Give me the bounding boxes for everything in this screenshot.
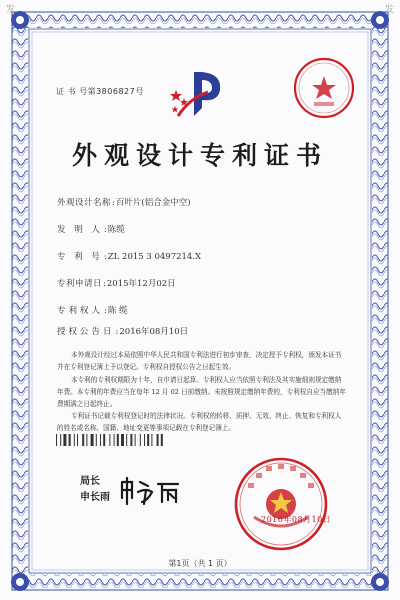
field-separator: : (103, 225, 107, 235)
page-letter-left: 发 (6, 5, 16, 15)
field-label: 专利申请日 (57, 279, 103, 289)
field-designer (57, 223, 125, 235)
field-filing-date (57, 277, 176, 289)
field-value: 2016年08月10日 (119, 327, 189, 337)
body-paragraph: 本外观设计经过本局依照中华人民共和国专利法进行初步审查，决定授予专利权，颁发本证书并在专利登记簿上予以登记。专利权自授权公告之日起生效。 (57, 351, 342, 371)
field-separator: : (112, 198, 115, 208)
field-label: 外观设计名称 (57, 198, 112, 208)
field-separator: : (104, 306, 107, 316)
handwritten-signature (118, 476, 182, 506)
field-value: 陈缆 (107, 225, 125, 235)
field-label: 授权公告日 (57, 327, 115, 337)
field-separator: : (103, 279, 106, 289)
field-grant-date (57, 325, 188, 337)
barcode (56, 434, 206, 446)
signatory-title: 局长 (80, 476, 100, 487)
field-label: 专利权人 (57, 306, 104, 316)
seal-date: 2016年08月10日 (261, 515, 332, 524)
body-paragraph: 专利证书记载专利权登记时的法律状况。专利权的转移、质押、无效、终止、恢复和专利权人的姓名或名称、国籍、地址变更等事项记载在专利登记簿上。 (57, 412, 342, 432)
field-value: 2015年12月02日 (106, 279, 176, 289)
field-label: 发 明 人 (57, 225, 103, 235)
patent-office-emblem-icon (168, 64, 226, 122)
field-value: ZL 2015 3 0497214.X (107, 252, 202, 262)
signatory-name: 申长雨 (80, 492, 110, 503)
intellectual-property-office-seal (232, 455, 330, 553)
certificate-number: 证 书 号第3806827号 (56, 87, 144, 96)
field-value: 百叶片(铝合金中空) (115, 198, 191, 208)
page-letter-right: 发 (384, 5, 394, 15)
field-separator: : (103, 252, 107, 262)
field-value: 陈 缆 (107, 306, 128, 316)
field-patentee (57, 304, 128, 316)
body-paragraph: 本专利的专利权期限为十年，自申请日起算。专利权人应当依照专利法及其实施细则规定缴纳年费。本专利的年费应当在每年 12 月 02 日前缴纳。未按照规定缴纳年费的，专利权自应当缴纳年费期满之日起终止。 (57, 376, 346, 408)
field-patent-number (57, 250, 201, 262)
special-seal-stamp (292, 56, 356, 120)
certificate-title: 外观设计专利证书 (71, 141, 328, 170)
field-separator: : (115, 327, 119, 337)
field-label: 专 利 号 (57, 252, 103, 262)
page-count: 第1页（共 1 页） (168, 559, 232, 568)
field-design-name (57, 196, 191, 208)
